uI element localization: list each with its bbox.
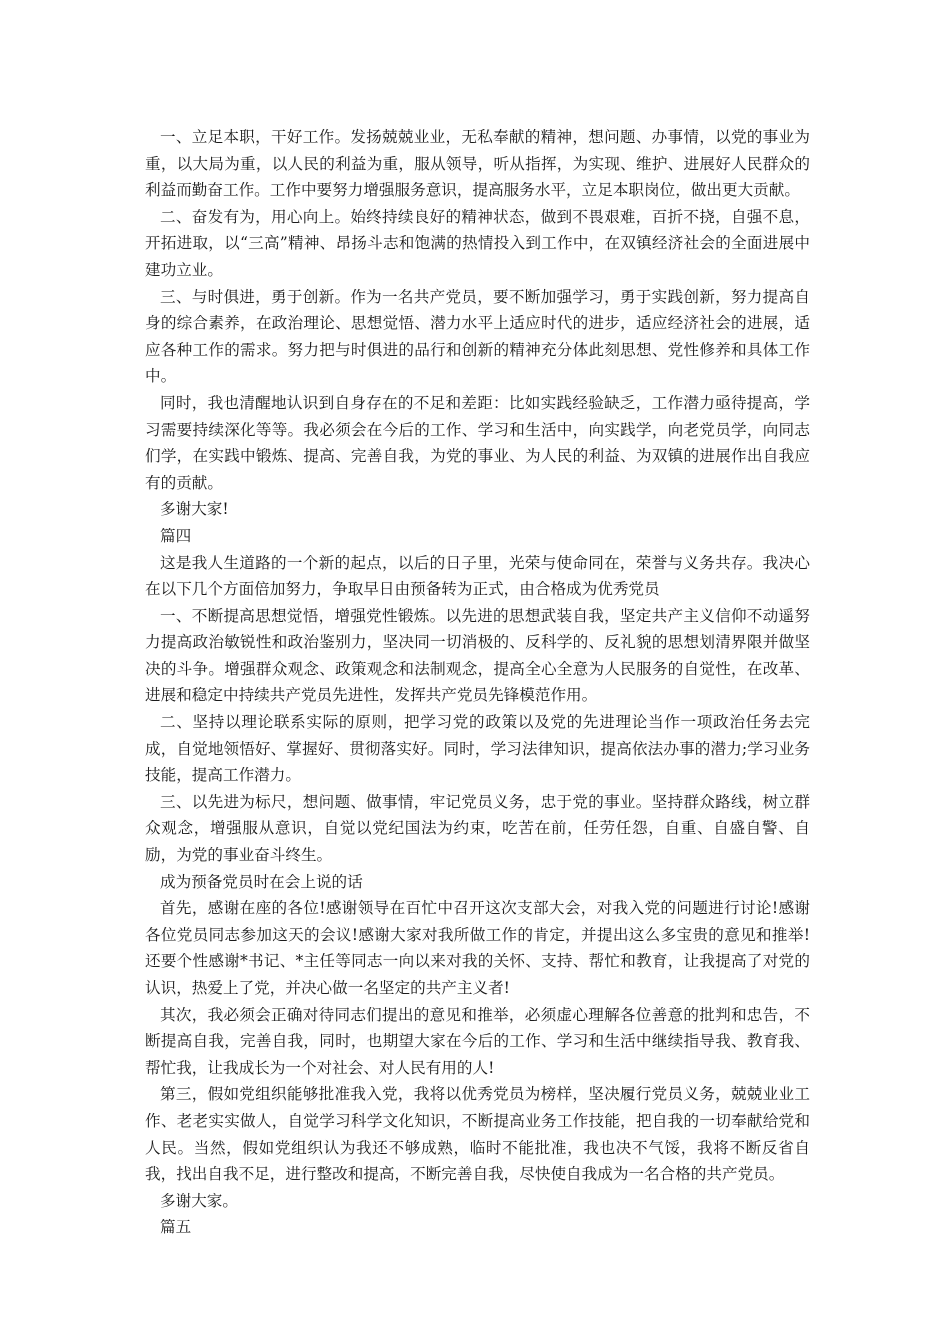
paragraph-1: 一、立足本职，干好工作。发扬兢兢业业，无私奉献的精神，想问题、办事情，以党的事业为重，以大局为重，以人民的利益为重，服从领导，听从指挥，为实现、维护、进展好人民群众的利益而勤奋工作。工作中要努力增强服务意识，提高服务水平，立足本职岗位，做出更大贡献。 <box>145 128 810 200</box>
section-heading-4: 篇四 <box>160 526 192 545</box>
paragraph-6: 这是我人生道路的一个新的起点，以后的日子里，光荣与使命同在，荣誉与义务共存。我决心在以下几个方面倍加努力，争取早日由预备转为正式，由合格成为优秀党员 <box>145 553 810 599</box>
paragraph-12: 第三，假如党组织能够批准我入党，我将以优秀党员为榜样，坚决履行党员义务，兢兢业业工作、老老实实做人，自觉学习科学文化知识，不断提高业务工作技能，把自我的一切奉献给党和人民。当然，假如党组织认为我还不够成熟，临时不能批准，我也决不气馁，我将不断反省自我，找出自我不足，进行整改和提高，不断完善自我，尽快使自我成为一名合格的共产党员。 <box>145 1085 810 1184</box>
paragraph-2: 二、奋发有为，用心向上。始终持续良好的精神状态，做到不畏艰难，百折不挠，自强不息，开拓进取，以“三高”精神、昂扬斗志和饱满的热情投入到工作中，在双镇经济社会的全面进展中建功立业。 <box>145 207 810 279</box>
paragraph-5: 多谢大家! <box>160 500 229 519</box>
subheading: 成为预备党员时在会上说的话 <box>160 872 363 891</box>
paragraph-13: 多谢大家。 <box>160 1191 238 1210</box>
paragraph-11: 其次，我必须会正确对待同志们提出的意见和推举，必须虚心理解各位善意的批判和忠告，不断提高自我，完善自我，同时，也期望大家在今后的工作、学习和生活中继续指导我、教育我、帮忙我，让我成长为一个对社会、对人民有用的人! <box>145 1005 810 1077</box>
paragraph-9: 三、以先进为标尺，想问题、做事情，牢记党员义务，忠于党的事业。坚持群众路线，树立群众观念，增强服从意识，自觉以党纪国法为约束，吃苦在前，任劳任怨，自重、自盛自警、自励，为党的事业奋斗终生。 <box>145 792 810 865</box>
paragraph-8: 二、坚持以理论联系实际的原则，把学习党的政策以及党的先进理论当作一项政治任务去完成，自觉地领悟好、掌握好、贯彻落实好。同时，学习法律知识，提高依法办事的潜力;学习业务技能，提高工作潜力。 <box>145 713 810 785</box>
paragraph-3: 三、与时俱进，勇于创新。作为一名共产党员，要不断加强学习，勇于实践创新，努力提高自身的综合素养，在政治理论、思想觉悟、潜力水平上适应时代的进步，适应经济社会的进展，适应各种工作的需求。努力把与时俱进的品行和创新的精神充分体此刻思想、党性修养和具体工作中。 <box>145 287 810 386</box>
paragraph-7: 一、不断提高思想觉悟，增强党性锻炼。以先进的思想武装自我，坚定共产主义信仰不动遥努力提高政治敏锐性和政治鉴别力，坚决同一切消极的、反科学的、反礼貌的思想划清界限并做坚决的斗争。增强群众观念、政策观念和法制观念，提高全心全意为人民服务的自觉性，在改革、进展和稳定中持续共产党员先进性，发挥共产党员先锋模范作用。 <box>145 606 810 705</box>
paragraph-10: 首先，感谢在座的各位!感谢领导在百忙中召开这次支部大会，对我入党的问题进行讨论!感谢各位党员同志参加这天的会议!感谢大家对我所做工作的肯定，并提出这么多宝贵的意见和推举!还要个性感谢*书记、*主任等同志一向以来对我的关怀、支持、帮忙和教育，让我提高了对党的认识，热爱上了党，并决心做一名坚定的共产主义者! <box>145 899 810 997</box>
section-heading-5: 篇五 <box>160 1218 192 1237</box>
paragraph-4: 同时，我也清醒地认识到自身存在的不足和差距：比如实践经验缺乏，工作潜力亟待提高，学习需要持续深化等等。我必须会在今后的工作、学习和生活中，向实践学，向老党员学，向同志们学，在实践中锻炼、提高、完善自我，为党的事业、为人民的利益、为双镇的进展作出自我应有的贡献。 <box>145 393 810 492</box>
document-body <box>145 124 810 1241</box>
